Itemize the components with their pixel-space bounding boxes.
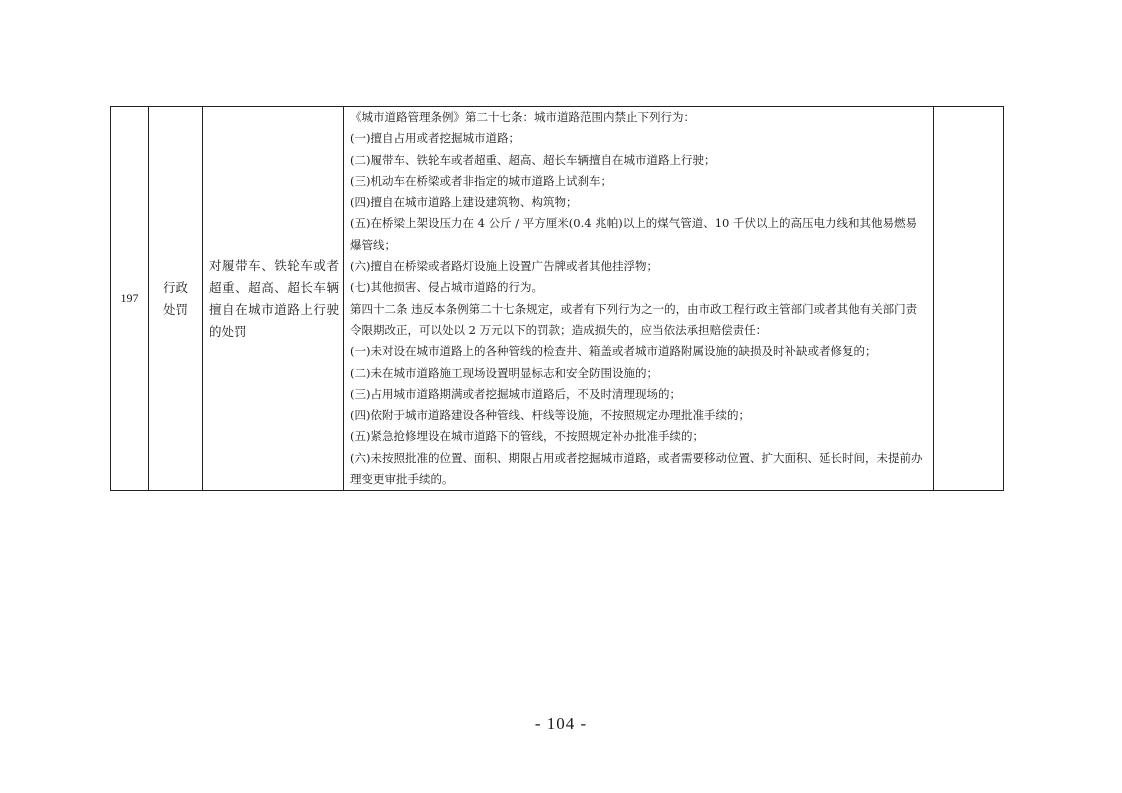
basis-line: (五)紧急抢修埋设在城市道路下的管线，不按照规定补办批准手续的； [350,429,704,444]
basis-line: (三)机动车在桥梁或者非指定的城市道路上试刹车； [350,173,612,188]
legal-basis [344,107,934,491]
basis-line: (一)未对设在城市道路上的各种管线的检查井、箱盖或者城市道路附属设施的缺损及时补缺或者修复的； [350,344,877,359]
penalty-type-line: 行政 [162,279,188,295]
basis-line: (四)依附于城市道路建设各种管线、杆线等设施，不按照规定办理批准手续的； [350,408,750,423]
basis-line: (二)履带车、铁轮车或者超重、超高、超长车辆擅自在城市道路上行驶； [350,152,716,167]
penalty-type-line: 处罚 [162,301,188,317]
table-row [111,107,1004,491]
basis-line: (二)未在城市道路施工现场设置明显标志和安全防围设施的； [350,365,658,380]
basis-line: (一)擅自占用或者挖掘城市道路； [350,131,520,146]
basis-line: 第四十二条 违反本条例第二十七条规定，或者有下列行为之一的，由市政工程行政主管部门或者其他有关部门责令限期改正，可以处以 2 万元以下的罚款；造成损失的，应当依法承担赔偿责任： [350,301,918,337]
penalty-type [149,107,203,491]
penalty-item: 对履带车、铁轮车或者超重、超高、超长车辆擅自在城市道路上行驶的处罚 [203,107,344,491]
regulation-table [110,106,1004,491]
basis-line: (三)占用城市道路期满或者挖掘城市道路后，不及时清理现场的； [350,386,681,401]
basis-line: 《城市道路管理条例》第二十七条：城市道路范围内禁止下列行为： [350,110,695,124]
basis-line: (六)未按照批准的位置、面积、期限占用或者挖掘城市道路，或者需要移动位置、扩大面积、延长时间，未提前办理变更审批手续的。 [350,450,923,487]
remark-cell [934,107,1004,491]
basis-line: (六)擅自在桥梁或者路灯设施上设置广告牌或者其他挂浮物； [350,259,658,274]
page-number: - 104 - [534,714,588,733]
basis-line: (四)擅自在城市道路上建设建筑物、构筑物； [350,195,578,210]
basis-line: (七)其他损害、侵占城市道路的行为。 [350,280,543,295]
basis-line: (五)在桥梁上架设压力在 4 公斤 / 平方厘米(0.4 兆帕)以上的煤气管道、10 千伏以上的高压电力线和其他易燃易爆管线； [350,216,917,252]
row-number: 197 [111,107,149,491]
